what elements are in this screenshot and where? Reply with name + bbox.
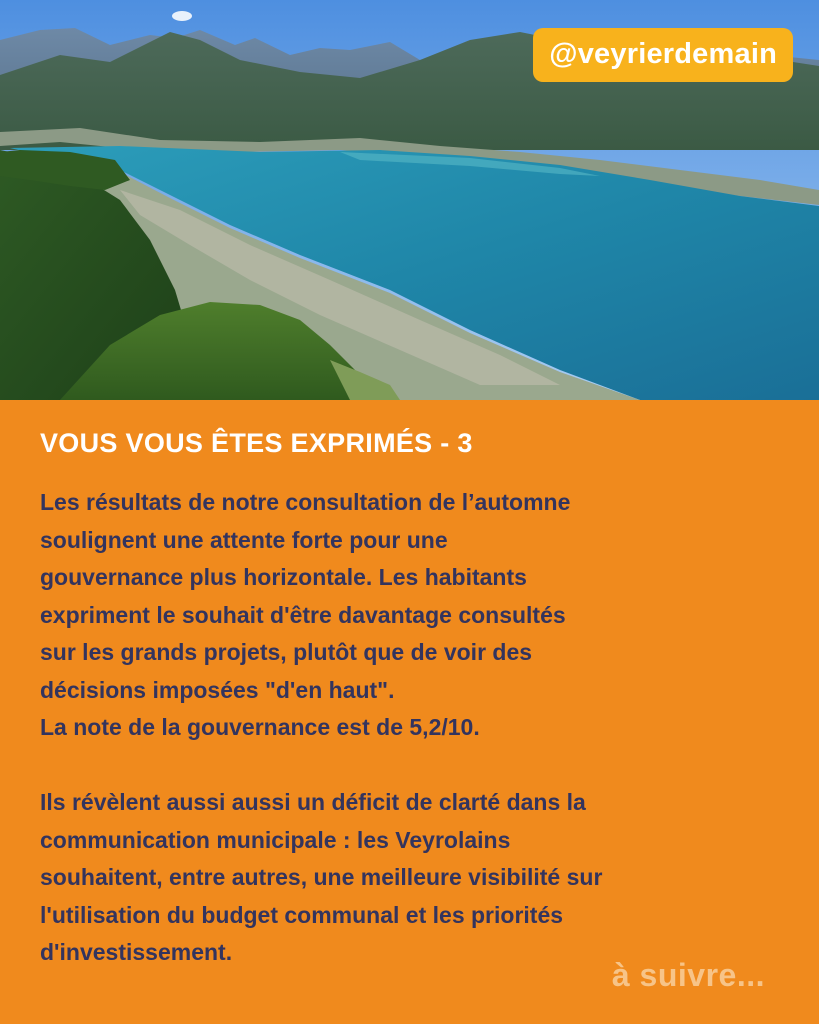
paragraph-2-line-1: Ils révèlent aussi aussi un déficit de clarté dans la [40, 789, 586, 815]
post-body [40, 484, 800, 972]
paragraph-1-line-5: sur les grands projets, plutôt que de voir des [40, 639, 533, 665]
paragraph-1-line-2: soulignent une attente forte pour une [40, 526, 448, 553]
paragraph-1-line-1: Les résultats de notre consultation de l’automne [40, 489, 571, 515]
paragraph-2-line-5: d'investissement. [40, 939, 233, 965]
paragraph-2-line-4: l'utilisation du budget communal et les priorités [40, 901, 564, 928]
to-be-continued-label: à suivre... [611, 957, 765, 993]
paragraph-1-line-7: La note de la gouvernance est de 5,2/10. [40, 714, 480, 740]
paragraph-1-line-4: expriment le souhait d'être davantage consultés [40, 601, 566, 628]
post-title: VOUS VOUS ÊTES EXPRIMÉS - 3 [40, 428, 473, 458]
paragraph-1-line-6: décisions imposées "d'en haut". [40, 676, 395, 703]
post-text-panel [40, 400, 800, 972]
lake-landscape-photo [0, 0, 819, 400]
paragraph-2-line-2: communication municipale : les Veyrolains [40, 826, 511, 853]
paragraph-1-line-3: gouvernance plus horizontale. Les habitants [40, 564, 527, 590]
paragraph-2-line-3: souhaitent, entre autres, une meilleure visibilité sur [40, 864, 603, 890]
paragraph-spacer [40, 747, 800, 785]
account-handle-text: @veyrierdemain [549, 38, 777, 70]
account-handle-badge[interactable] [533, 28, 793, 82]
